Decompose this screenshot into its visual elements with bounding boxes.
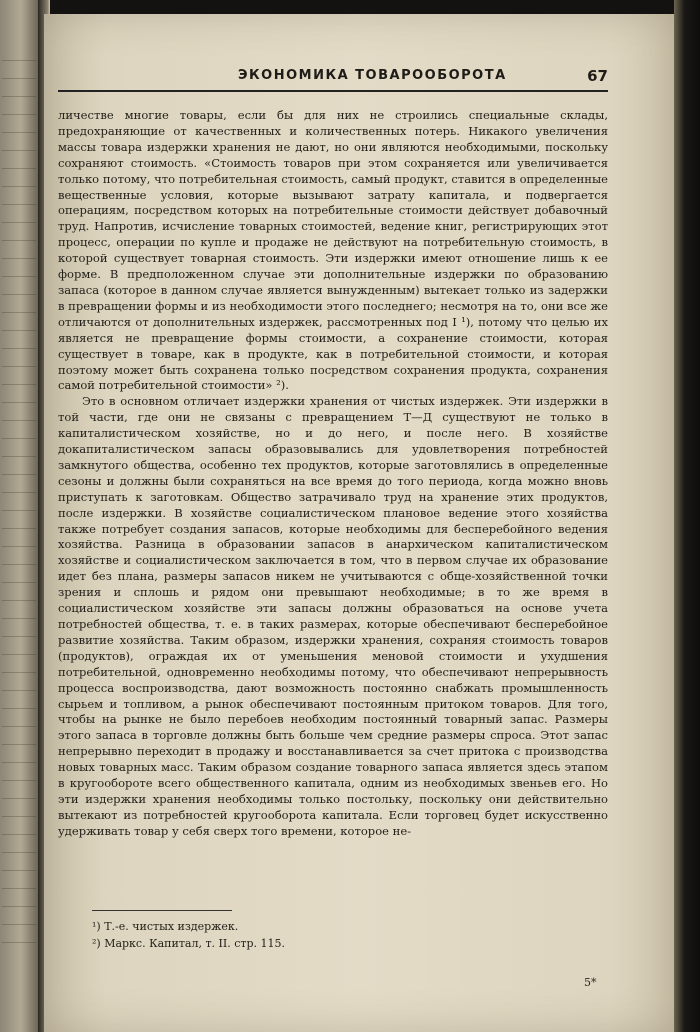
footnotes [92,918,592,952]
book-page [44,14,674,1032]
body-text [58,108,608,840]
footnote-1: ¹) Т.-е. чистых издержек. [92,920,239,933]
footnote-rule [92,910,232,911]
page-header [58,68,608,92]
signature-mark: 5* [584,976,597,989]
paragraph-2: Это в основном отличает издержки хранения от чистых издержек. Эти издержки в той части, где они не связаны с превращением Т—Д существуют не только в капиталистическом хозяйстве, но и до него, и после него. В хозяйстве докапиталистическом запасы образовывались для удовлетворения потребностей замкнутого общества, особенно тех продуктов, которые заготовлялись в определенные сезоны и должны были сохраняться на все время до того периода, когда можно вновь приступать к заготовкам. Общество затрачивало труд на хранение этих продуктов, после издержки. В хозяйстве социалистическом плановое ведение этого хозяйства также потребует создания запасов, которые необходимы для бесперебойного ведения хозяйства. Разница в образовании запасов в анархическом капиталистическом хозяйстве и социалистическом заключается в том, что в первом случае их образование идет без плана, размеры запасов никем не учитываются с обще-хозяйственной точки зрения и сплошь и рядом они превышают необходимые; в то же время в социалистическом хозяйстве эти запасы должны образоваться на основе учета потребностей общества, т. е. в таких размерах, которые обеспечивают бесперебойное развитие хозяйства. Таким образом, издержки хранения, сохраняя стоимость товаров (продуктов), ограждая их от уменьшения меновой стоимости и ухудшения потребительной, одновременно необходимы потому, что обеспечивают непрерывность процесса воспроизводства, дают возможность постоянно снабжать промышленность сырьем и топливом, а рынок обеспечивают постоянным притоком товаров. Для того, чтобы на рынке не было перебоев необходим постоянный товарный запас. Размеры этого запаса в торговле должны быть больше чем средние размеры спроса. Этот запас непрерывно переходит в продажу и восстанавливается за счет притока с производства новых товарных масс. Таким образом создание товарного запаса является здесь этапом в кругообороте всего общественного капитала, одним из необходимых звеньев его. Но эти издержки хранения необходимы только постольку, поскольку они действительно вытекают из потребностей кругооборота капитала. Если торговец будет искусственно удерживать товар у себя сверх того времени, которое не- [58,394,608,838]
paragraph-1: личестве многие товары, если бы для них не строились специальные склады, предохраняющие от качественных и количественных потерь. Никакого увеличения массы товара издержки хранения не дают, но они являются необходимыми, поскольку сохраняют стоимость. «Стоимость товаров при этом сохраняется или увеличивается только потому, что потребительная стоимость, самый продукт, ставится в определенные вещественные условия, которые вызывают затрату капитала, и подвергается операциям, посредством которых на потребительные стоимости действует добавочный труд. Напротив, исчисление товарных стоимостей, ведение книг, регистрирующих этот процесс, операции по купле и продаже не действуют на потребительную стоимость, в которой существует товарная стоимость. Эти издержки имеют отношение лишь к ее форме. В предположенном случае эти дополнительные издержки по образованию запаса (которое в данном случае является вынужденным) вытекает только из задержки в превращении формы и из необходимости этого последнего; несмотря на то, они все же отличаются от дополнительных издержек, рассмотренных под I ¹), потому что целью их является не превращение формы стоимости, а сохранение стоимости, которая существует в товаре, как в продукте, как в потребительной стоимости, и которая поэтому может быть сохранена только посредством сохранения продукта, сохранения самой потребительной стоимости» ²). [58,108,608,393]
running-head: ЭКОНОМИКА ТОВАРООБОРОТА [238,68,507,83]
right-background-edge [674,0,700,1032]
footnote-2: ²) Маркс. Капитал, т. II. стр. 115. [92,937,285,950]
page-number: 67 [587,67,608,85]
left-page-edge [0,0,38,1032]
